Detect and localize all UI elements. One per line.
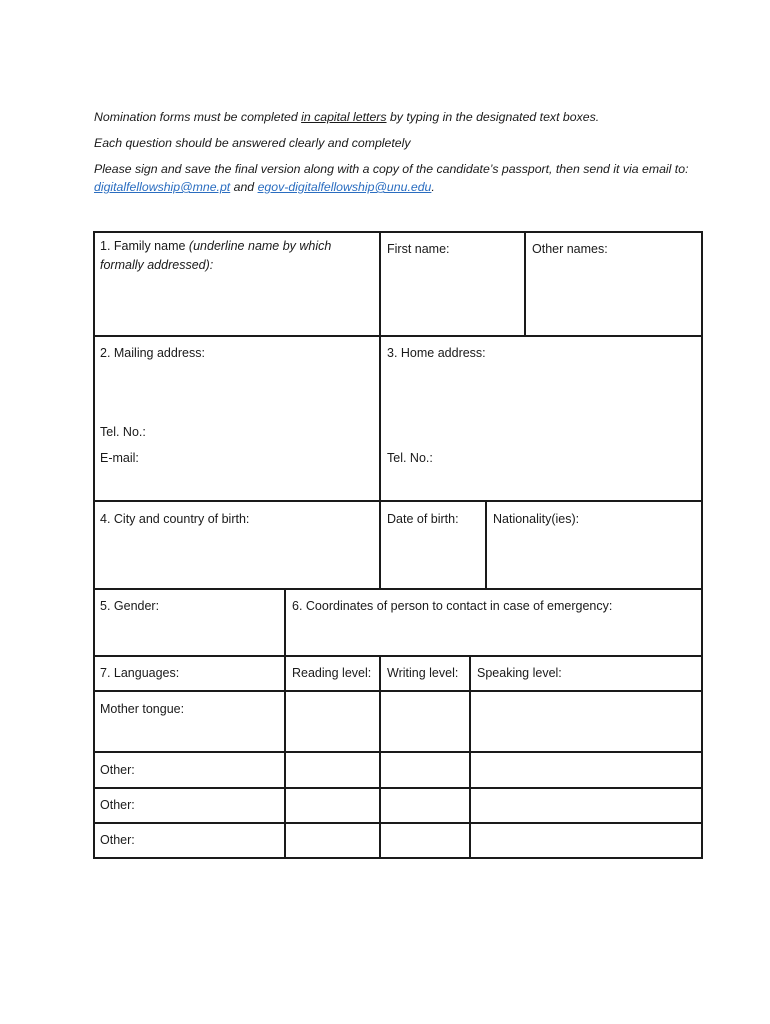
email-link-unu[interactable]: egov-digitalfellowship@unu.edu <box>257 180 432 194</box>
mother-tongue-label: Mother tongue: <box>100 702 185 716</box>
table-border <box>379 335 381 502</box>
table-border <box>93 690 703 692</box>
table-border <box>469 655 471 859</box>
table-border <box>93 857 703 859</box>
nationality-label: Nationality(ies): <box>493 512 580 526</box>
date-of-birth-label: Date of birth: <box>387 512 459 526</box>
table-border <box>701 231 703 859</box>
instruction-text: . <box>431 180 435 194</box>
instruction-text: Nomination forms must be completed <box>94 110 302 124</box>
home-tel-label: Tel. No.: <box>387 451 433 465</box>
family-name-label-text: 1. Family name <box>100 239 189 253</box>
other-language-label: Other: <box>100 763 135 777</box>
family-name-label <box>100 237 370 275</box>
instruction-capital-letters <box>94 108 704 126</box>
writing-level-header: Writing level: <box>387 666 459 680</box>
instruction-text: by typing in the designated text boxes. <box>386 110 600 124</box>
speaking-level-header: Speaking level: <box>477 666 562 680</box>
instruction-text: and <box>230 180 258 194</box>
table-border <box>379 500 381 590</box>
instruction-underlined-text: in capital letters <box>301 110 387 124</box>
table-border <box>93 231 703 233</box>
table-border <box>524 231 526 337</box>
table-border <box>93 751 703 753</box>
table-border <box>379 655 381 859</box>
home-address-label: 3. Home address: <box>387 346 486 360</box>
other-language-label: Other: <box>100 798 135 812</box>
gender-label: 5. Gender: <box>100 599 160 613</box>
mailing-tel-label: Tel. No.: <box>100 425 146 439</box>
email-link-mne[interactable]: digitalfellowship@mne.pt <box>94 180 231 194</box>
mailing-email-label: E-mail: <box>100 451 139 465</box>
instruction-send-email <box>94 160 704 196</box>
mailing-address-label: 2. Mailing address: <box>100 346 205 360</box>
table-border <box>93 335 703 337</box>
table-border <box>93 500 703 502</box>
table-border <box>485 500 487 590</box>
other-names-label: Other names: <box>532 242 608 256</box>
birth-place-label: 4. City and country of birth: <box>100 512 250 526</box>
instruction-text: Please sign and save the final version along with a copy of the candidate’s passport, then send it via email to: <box>94 162 689 176</box>
table-border <box>93 655 703 657</box>
instruction-answer-clearly: Each question should be answered clearly and completely <box>94 136 411 150</box>
reading-level-header: Reading level: <box>292 666 372 680</box>
table-border <box>93 822 703 824</box>
first-name-label: First name: <box>387 242 450 256</box>
languages-label: 7. Languages: <box>100 666 180 680</box>
other-language-label: Other: <box>100 833 135 847</box>
table-border <box>93 588 703 590</box>
family-name-note: (underline name by which formally addressed): <box>100 239 332 272</box>
table-border <box>284 655 286 859</box>
table-border <box>93 787 703 789</box>
table-border <box>379 231 381 337</box>
table-border <box>284 588 286 657</box>
table-border <box>93 231 95 859</box>
emergency-contact-label: 6. Coordinates of person to contact in case of emergency: <box>292 599 613 613</box>
